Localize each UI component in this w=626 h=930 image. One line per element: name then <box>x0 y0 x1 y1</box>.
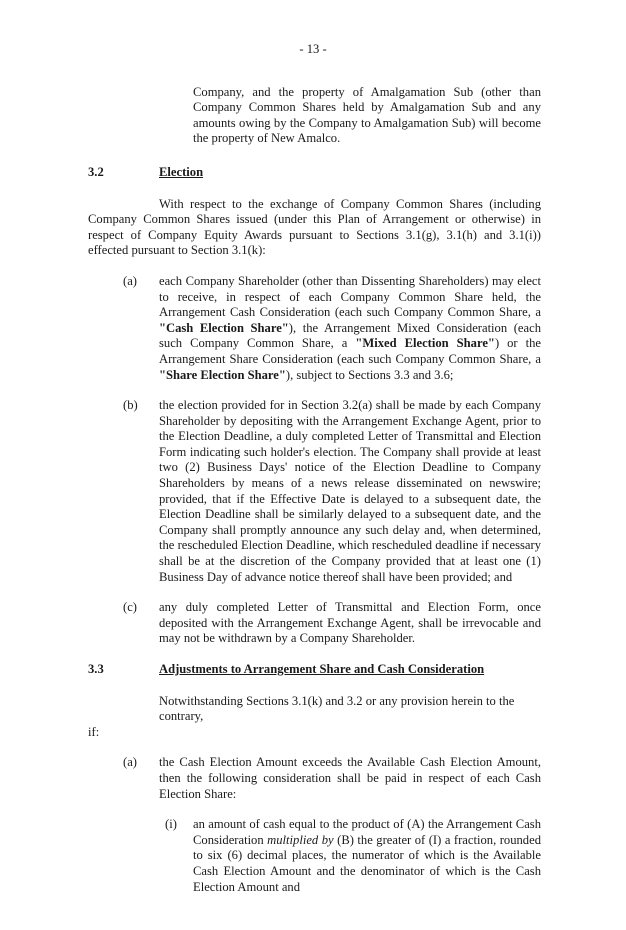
section-number: 3.3 <box>88 662 104 676</box>
defined-term: "Share Election Share" <box>159 367 286 382</box>
text: ), the Arrangement Mixed Consideration (each such Company Common Share, a <box>159 320 542 351</box>
item-text <box>159 274 541 383</box>
defined-term: "Cash Election Share" <box>159 320 289 335</box>
item-text: any duly completed Letter of Transmittal and Election Form, once deposited with the Arrangement Exchange Agent, shall be irrevocable and may not be withdrawn by a Company Shareholder. <box>159 600 541 646</box>
item-label: (a) <box>123 273 137 288</box>
text: ) or the Arrangement Share Consideration (each such Company Common Share, a <box>159 336 541 366</box>
item-label: (b) <box>123 398 138 413</box>
item-label: (a) <box>123 755 137 770</box>
adjustment-item-a <box>88 755 541 802</box>
section-3-2-heading <box>88 165 541 181</box>
election-item-b <box>88 398 541 585</box>
section-intro-end: if: <box>88 724 100 739</box>
item-label: (i) <box>165 817 177 832</box>
section-number: 3.2 <box>88 164 104 179</box>
election-item-c <box>88 600 541 647</box>
item-text: the Cash Election Amount exceeds the Available Cash Election Amount, then the following consideration shall be paid in respect of each Cash Election Share: <box>159 755 541 801</box>
text: each Company Shareholder (other than Dissenting Shareholders) may elect to receive, in respect of each Company Common Share held, the Arrangement Cash Consideration (each such Company Common Share, a <box>159 273 541 320</box>
text: (B) the greater of (I) a fraction, rounded to six (6) decimal places, the numerator of which is the Available Cash Election Amount and the denominator of which is the Cash Election Amount and <box>193 832 541 894</box>
page-number: - 13 - <box>299 42 327 56</box>
section-3-3-heading <box>88 662 541 678</box>
section-heading: Adjustments to Arrangement Share and Cash Consideration <box>159 662 485 676</box>
election-item-a <box>88 274 541 383</box>
section-intro: Notwithstanding Sections 3.1(k) and 3.2 or any provision herein to the contrary, <box>159 693 515 724</box>
section-heading: Election <box>159 164 204 179</box>
item-label: (c) <box>123 600 137 615</box>
defined-term: "Mixed Election Share" <box>355 336 495 351</box>
item-text: the election provided for in Section 3.2(a) shall be made by each Company Shareholder by depositing with the Arrangement Exchange Agent, prior to the Election Deadline, a duly completed Letter of Transmittal and Election Form indicating such holder's election. The Company shall provide at least two (2) Business Days' notice of the Election Deadline to Company Shareholders by means of a news release disseminated on newswire; provided, that if the Effective Date is delayed to a subsequent date, the Election Deadline shall be similarly delayed to a subsequent date, and the Company shall promptly announce any such delay and, when determined, the rescheduled Election Deadline, which rescheduled deadline if necessary shall be at the discretion of the Company provided that at least one (1) Business Day of advance notice thereof shall have been provided; and <box>159 398 541 584</box>
section-intro: With respect to the exchange of Company Common Shares (including Company Common Shares issued (under this Plan of Arrangement or otherwise) in respect of Company Equity Awards pursuant to Sections 3.1(g), 3.1(h) and 3.1(i)) effected pursuant to Section 3.1(k): <box>88 196 541 258</box>
emphasis: multiplied by <box>267 832 334 847</box>
text: an amount of cash equal to the product of (A) the Arrangement Cash Consideration <box>193 817 541 847</box>
item-text <box>193 817 541 895</box>
adjustment-item-i <box>165 817 541 895</box>
text: ), subject to Sections 3.3 and 3.6; <box>285 367 454 382</box>
continuation-paragraph: Company, and the property of Amalgamation Sub (other than Company Common Shares held by Amalgamation Sub and any amounts owing by the Company to Amalgamation Sub) will become the property of New Amalco. <box>193 84 541 146</box>
